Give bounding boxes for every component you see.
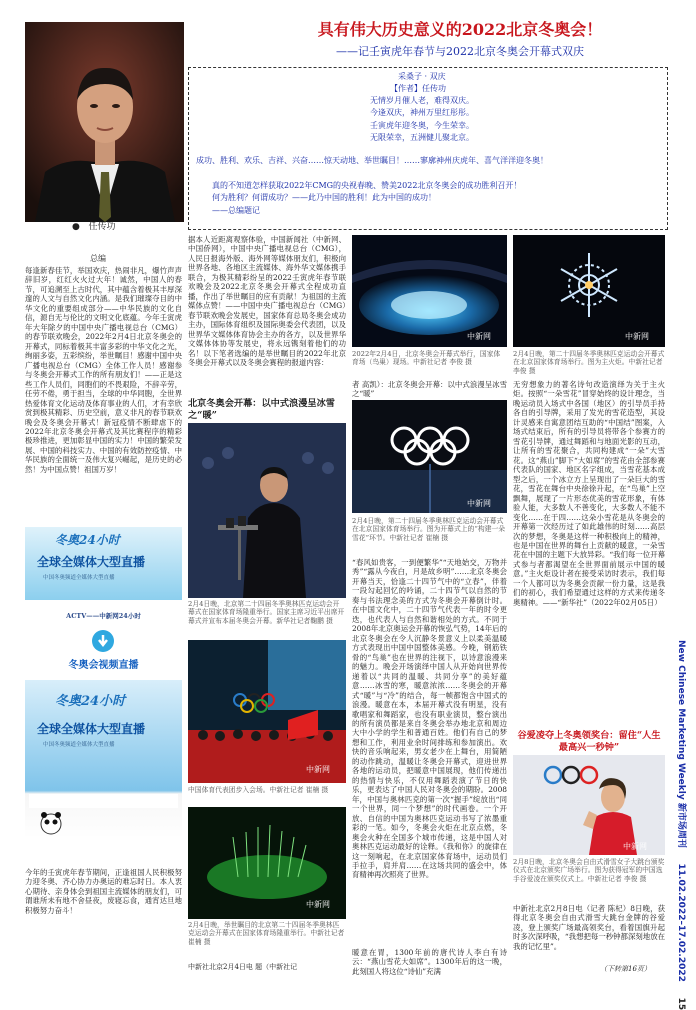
col1-bottom: 今年的壬寅虎年春节期间，正逢祖国人民积极努力迎冬奥、齐心协力办奥运的难忘时日。本人衷心期待、亲身体会到祖国主流媒体的朋友们，可谓谁所未有地不舍昼夜，废寝忘食，通宵达旦地积极努力奋斗！ [25,868,182,915]
author-name: 任传功 [88,222,116,232]
poem-line-2: 今逢双庆，神州万里红彤彤。 [370,108,474,117]
col2-headline: 北京冬奥会开幕：以中式浪漫呈冰雪之“暖” [188,398,335,421]
svg-text:中新网: 中新网 [623,842,647,851]
poem-para-2: 真的不知道怎样获取2022年CMG的央视春晚、赞美2022北京冬奥会的成功胜利召开！ [212,181,522,190]
photo-snowflake-torch [513,235,665,347]
ad2-sub: 中国冬奥频道全媒体大型直播 [43,742,115,748]
poem-line-1: 无情岁月催人老，难得双庆。 [370,96,474,105]
ad2-script: 冬奥24小时 [55,694,126,709]
poem-para-1: 成功、胜利、欢乐、吉祥、兴奋……惊天动地、举世瞩目！……寥廓神州庆虎年、喜气洋洋迎冬奥！ [196,156,548,165]
col2-caption-1: 2月4日晚，北京第二十四届冬季奥林匹克运动会开幕式在国家体育场隆重举行。国家主席习近平出席开幕式并宣布本届冬奥会开幕。新华社记者鞠鹏 摄 [188,600,345,625]
publication-name [666,640,686,1010]
cctv-label-text: ACTV——中新网24小时 [66,612,141,620]
poem-author: 【作者】任传功 [390,84,446,93]
svg-text:中新网: 中新网 [467,332,491,341]
side-banner [668,640,688,1010]
download-arrow-icon [92,630,114,652]
col3-bottom: 暖意在胃，1300年前的唐代诗人李白有诗云：“燕山雪花大如席”。1300年后的这一晚，此刻国人将这位“诗仙”充满 [352,948,507,976]
media-logos-strip [29,794,178,808]
author-portrait [25,22,184,222]
poem-title: 采桑子 · 双庆 [398,72,446,81]
col2-intro: 据本人近距离观察体验，中国新闻社（中新网、中国侨网），中国中央广播电视总台（CMG），人民日报海外版、海外网等媒体朋友们，积极向世界各地、各地区主流媒体、海外华文媒体携手联合，为极其精彩纷呈的2022壬寅虎年春节联欢晚会及2022北京冬奥会开幕式全程成功直播，作出了举世瞩目的应有贡献！为祖国的主流媒体点赞！——中国中央广播电视总台（CMG）春节联欢晚会发展史，国家体育总局冬奥会成功主办，国际体育组织及国际奥委会代表团，以及世界华文媒体体育协会主办的各方，以及世界华文媒体体协等发展史，将永远镌刻着他们的功名！以下笔者选编的是举世瞩目的2022年北京冬奥会开幕式以及冬奥会赛程的报道内容： [188,235,346,368]
photo-delegation [188,640,346,783]
poem-para-3: 何为胜利？何谓成功？——此乃中国的胜利！此为中国的成功！ [212,193,436,202]
col1-body: 每逢新春佳节，举国欢庆，热闹非凡，爆竹声声辞旧岁，红红火火过大年！诚然，中国人的春节，可追溯至上古时代，其中蕴含着极其丰厚深邃的人文与自然文化内涵。是我们璀璨夺目的中华文化的重要组成部分——中华民族的文化自信，源自无与伦比的文明文化底蕴。今年壬寅虎年大年除夕的中国中央广播电视总台（CMG）的春节联欢晚会，2022年2月4日北京冬奥会的开幕式，同标着极其丰富多彩的中华文化之光，绚丽多姿，五彩缤纷，举世瞩目！感谢中国中央广播电视总台（CMG）全体工作人员！感谢参与冬奥会开幕式工作的所有朋友们！——正是这些工作人员们，同胞们的不畏艰险，不辞辛劳，任劳不倦，勇于担当，全球的中华同胞，全世界热爱体育文化运动及体育事业的人们，才有幸欣赏到极其精彩、历史空前，意义非凡的春节联欢晚会及冬奥会开幕式！新冠疫情不断肆虐下的2022年北京冬奥会开幕式及其比赛程序的精彩极珍推进，更加彰显中国的实力！中国的繁荣发展、中国的科技实力、中国的有效防控疫情、中华民族的全面统一及伟大复兴崛起，是历史的必然！为中国点赞！祖国万岁！ [25,266,182,474]
author-caption [72,222,115,234]
photo-xi-opening [188,423,346,598]
ad1-script: 冬奥24小时 [55,533,120,547]
cctv-label [25,612,182,620]
col3-lead: 者 高凯）：北京冬奥会开幕：以中式浪漫呈冰雪之“暖” [352,380,507,399]
video-live-label[interactable]: 冬奥会视频直播 [68,660,139,671]
col2-dateline: 中新社北京2月4日电 题（中新社记 [188,963,298,971]
continued-note: （下转第16页） [600,965,651,973]
svg-text:中新网: 中新网 [306,765,330,774]
col2-caption-2: 中国体育代表团步入会场。中新社记者 崔楠 摄 [188,786,329,794]
publication-title: New Chinese Marketing Weekly 新市场周刊 [676,640,686,848]
photo-green-field [188,807,346,919]
poem-para-4: ——总编题记 [212,206,260,215]
ad1-title: 全球全媒体大型直播 [37,555,146,569]
col1-heading: 总编 [90,254,106,263]
panda-mascot-icon [37,808,65,836]
svg-text:中新网: 中新网 [306,900,330,909]
photo-stadium [352,235,507,347]
col4-caption-snowflake: 2月4日晚，第二十四届冬季奥林匹克运动会开幕式在北京国家体育场举行。图为主火炬。中新社记者 李俊 摄 [513,350,665,375]
svg-text:中新网: 中新网 [467,499,491,508]
page-title: 具有伟大历史意义的2022北京冬奥会！ [317,20,603,39]
col2-caption-3: 2月4日晚，举世瞩目的北京第二十四届冬季奥林匹克运动会开幕式在国家体育场隆重举行。中新社记者 崔楠 摄 [188,921,345,946]
poem-line-4: 无限荣幸，五洲健儿聚北京。 [370,133,474,142]
page-number: 15 [676,997,686,1010]
photo-olympic-rings [352,400,507,513]
ad2-title: 全球全媒体大型直播 [37,722,146,736]
poem-line-3: 壬寅虎年迎冬奥，今生荣幸。 [370,121,474,130]
col4-headline: 谷爱凌夺上冬奥领奖台：留住“人生最高兴一秒钟” [517,730,661,753]
col4-bottom: 中新社北京2月8日电（记者 陈杞）8日晚，获得北京冬奥会自由式滑雪大跳台金牌的谷爱凌，登上颁奖广场最高领奖台，看着国旗升起时多次深呼吸，“我想把每一秒钟都深刻地放在我的记忆里”。 [513,904,665,951]
ad-banner-2 [25,680,182,838]
col4-body: 无穷想象力的著名诗句改造演绎为关于主火炬。按照“一朵雪花”冒穿始终的设计理念，当晚运动员入场式中各国（地区）的引导员手持各自的引导牌，采用了发光的雪花造型，其设计灵感来自寓意团结互助的“中国结”图案，入场式结束后，所有的引导员将带各个参赛方的雪花引导牌，通过舞蹈和与地面光影的互动，让所有的雪花聚合，共同构建成“一朵”大雪花。这“燕山”脚下“大如席”的雪花由全部参赛代表队的国家、地区名字组成，当雪花基本成型之后，一个冰立方上呈现出了一朵巨大的雪花，雪花在舞台中央徐徐升起，在“鸟巢”上空飘舞，展现了一片形态优美的雪花形象，有体验人能，大多数人不善变化，大多数人不能不变化……在于四……这朵小雪花是从冬奥会的开幕第一次经历过了如此雄伟的时刻……高层次的梦想，冬奥是这样一种积极向上的精神，也是中国在世界的舞台上贡献的暖意，一朵雪花在中国的主题下大放异彩。“我们每一位开幕式参与者都渴望在全世界面前展示中国的暖意。”主火炬设计者在接受采访时表示，我们每一个人都可以为冬奥会贡献一份力量，这是我们的初心，我们希望通过这样的方式来传递冬奥精神。——“新华社”（2022年02月05日） [513,380,665,607]
ad-banner-1 [25,527,182,600]
issue-date: 11.02.2022–17.02.2022 [676,863,686,982]
col3-body: “春风如贵客，一到便繁华”“天地始交，万物并秀”“露从今夜白，月是故乡明”……北京冬奥会开幕当天，恰逢二十四节气中的“立春”，伴着一段勾起回忆的吟诵，二十四节气以自然的节奏与书法理念美的方式为冬奥会开幕倒计时。在中国文化中，二十四节气代表一年的时令更迭，也代表人与自然和谐相处的方式。不同于2008年北京奥运会开幕的恢弘气势，14年后的北京冬奥会在令人沉静冬景意义上以柔美温暖方式表现出中国中国整体美感。今晚，钢筋铁骨的“鸟巢”也在世界的注视下，以诗意浪漫来的魅力。晚会开场演绎中国人从开始向世界传递着以“共同的温暖、共同分享”的美好蕴意……冰雪的寒，暖意浓浓……冬奥会的开幕式“暖”与“冷”的结合，每一帧都饱含中国式的浪漫。暖意在本，本届开幕式没有明星，没有歌唱家和舞蹈家，也没有职业演员，整台演出的所有演员都是来自冬奥会举办地北京和周边大中小学的学生和普通百姓。他们有自己的梦想和工作，利用业余时间排练和参加演出。欢快的音乐响起来，男女老少在上舞台，用简陋的动作跳动，温暖让冬奥会开幕式，迎进世界各地的运动员，把暖意中国展现，他们传递出的热情与快乐，不仅用舞蹈表演了节日的快乐，更表达了中国人民对冬奥会的期盼。2008年，中国与奥林匹克的第一次“握手”绽放出“同一个世界，同一个梦想”的时代画卷。一个开放、自信的中国为奥林匹克运动书写了浓墨重彩的一笔。如今，冬奥会火炬在北京点燃，冬奥会火种在全国多个城市传递，这是中国人对奥林匹克运动最好的诠释。《我和你》的旋律在这一刻响起，在北京国家体育场中，运动员们手拉手，肩并肩……在这场共同的盛会中，体育精神再次照亮了世界。 [352,558,507,880]
svg-text:中新网: 中新网 [625,332,649,341]
col3-caption-rings: 2月4日晚，第二十四届冬季奥林匹克运动会开幕式在北京国家体育场举行。图为开幕式上的“构建一朵雪花”环节。中新社记者 崔楠 摄 [352,517,506,542]
photo-skier-podium [513,755,665,855]
bullet-icon: ● [72,222,80,232]
page-subtitle: ——记壬寅虎年春节与2022北京冬奥会开幕式双庆 [336,45,584,58]
col4-caption-skier: 2月8日晚，北京冬奥会自由式滑雪女子大跳台颁奖仪式在北京颁奖广场举行。图为获得冠军的中国选手谷爱凌在颁奖仪式上。中新社记者 李俊 摄 [513,858,665,883]
col3-caption-stadium: 2022年2月4日，北京冬奥会开幕式举行，国家体育场（鸟巢）现场。中新社记者 李俊 摄 [352,350,501,367]
ad1-sub: 中国冬奥频道全媒体大型直播 [43,575,115,581]
